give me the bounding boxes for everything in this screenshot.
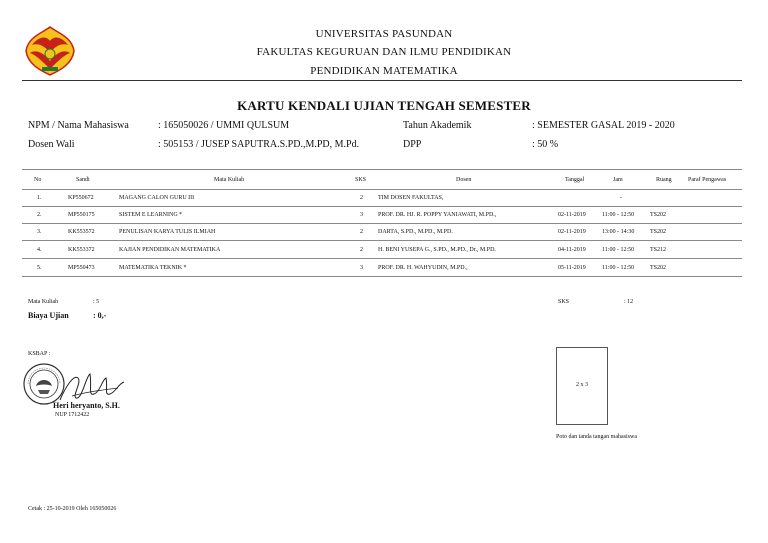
row2-mata-kuliah: SISTEM E LEARNING * <box>119 212 183 218</box>
document-title: KARTU KENDALI UJIAN TENGAH SEMESTER <box>237 98 531 113</box>
row1-sks: 2 <box>360 195 363 201</box>
header-divider <box>22 80 742 81</box>
row3-jam: 13:00 - 14:30 <box>602 229 635 235</box>
dpp-label: DPP <box>403 139 422 150</box>
wali-value: : 505153 / JUSEP SAPUTRA.S.PD.,M.PD, M.Pd. <box>158 139 360 150</box>
row4-mata-kuliah: KAJIAN PENDIDIKAN MATEMATIKA <box>119 247 221 253</box>
row5-dosen: PROF. DR. H. WAHYUDIN, M.PD., <box>378 265 468 271</box>
row1-dosen: TIM DOSEN FAKULTAS, <box>378 195 444 201</box>
col-header-no: No <box>34 177 42 183</box>
row4-rule <box>22 258 742 259</box>
university-name: UNIVERSITAS PASUNDAN <box>315 28 453 40</box>
row5-tanggal: 05-11-2019 <box>558 265 586 271</box>
col-header-ruang: Ruang <box>656 177 672 183</box>
photo-caption: Poto dan tanda tangan mahasiswa <box>556 434 637 440</box>
row5-jam: 11:00 - 12:50 <box>602 265 635 271</box>
row3-rule <box>22 240 742 241</box>
biaya-value: : 0,- <box>93 311 107 320</box>
col-header-jam: Jam <box>613 177 623 183</box>
row3-dosen: DARTA, S.PD., M.PD., M.PD. <box>378 229 453 235</box>
row1-no: 1. <box>37 195 42 201</box>
row5-sandi: MP550473 <box>68 265 95 271</box>
row1-mata-kuliah: MAGANG CALON GURU III <box>119 195 195 201</box>
row4-no: 4. <box>37 247 42 253</box>
col-header-tanggal: Tanggal <box>565 177 585 183</box>
row3-sks: 2 <box>360 229 363 235</box>
row4-tanggal: 04-11-2019 <box>558 247 586 253</box>
summary-mk-value: : 5 <box>93 299 100 305</box>
table-bottom-rule <box>22 276 742 277</box>
col-header-sandi: Sandi <box>76 177 90 183</box>
biaya-label: Biaya Ujian <box>28 311 69 320</box>
row4-sandi: KK553372 <box>68 247 95 253</box>
tahun-value: : SEMESTER GASAL 2019 - 2020 <box>532 120 675 131</box>
summary-sks-label: SKS <box>558 299 570 305</box>
summary-sks-value: : 12 <box>624 299 634 305</box>
row5-mata-kuliah: MATEMATIKA TEKNIK * <box>119 265 187 271</box>
row1-sandi: KP550672 <box>68 195 94 201</box>
row4-sks: 2 <box>360 247 363 253</box>
dpp-value: : 50 % <box>532 139 559 150</box>
row4-ruang: TS212 <box>650 247 667 253</box>
row3-mata-kuliah: PENULISAN KARYA TULIS ILMIAH <box>119 229 216 235</box>
col-header-paraf: Paraf Pengawas <box>688 177 727 183</box>
row2-sks: 3 <box>360 212 363 218</box>
table-top-rule <box>22 169 742 170</box>
row2-ruang: TS202 <box>650 212 667 218</box>
row2-rule <box>22 223 742 224</box>
row5-ruang: TS202 <box>650 265 667 271</box>
row4-dosen: H. BENI YUSEPA G., S.PD., M.PD., Dr., M.PD. <box>378 247 496 253</box>
col-header-mata-kuliah: Mata Kuliah <box>214 177 245 183</box>
row2-no: 2. <box>37 212 42 218</box>
wali-label: Dosen Wali <box>28 139 75 150</box>
row5-sks: 3 <box>360 265 363 271</box>
table-header-rule <box>22 189 742 190</box>
ksbap-label: KSBAP : <box>28 351 51 357</box>
col-header-dosen: Dosen <box>456 177 472 183</box>
row3-sandi: KK553572 <box>68 229 95 235</box>
tahun-label: Tahun Akademik <box>403 120 472 131</box>
row3-no: 3. <box>37 229 42 235</box>
department-name: PENDIDIKAN MATEMATIKA <box>310 65 458 77</box>
print-info: Cetak : 25-10-2019 Oleh 165050026 <box>28 506 117 512</box>
row2-jam: 11:00 - 12:50 <box>602 212 635 218</box>
signer-name: Heri heryanto, S.H. <box>53 401 120 410</box>
row3-ruang: TS202 <box>650 229 667 235</box>
row4-jam: 11:00 - 12:50 <box>602 247 635 253</box>
npm-value: : 165050026 / UMMI QULSUM <box>158 120 290 131</box>
photo-size-label: 2 x 3 <box>576 382 588 388</box>
signer-nip: NUP 1712422 <box>55 412 90 418</box>
row2-sandi: MP550175 <box>68 212 95 218</box>
photo-placeholder <box>556 347 608 425</box>
col-header-sks: SKS <box>355 177 367 183</box>
row2-tanggal: 02-11-2019 <box>558 212 586 218</box>
summary-mk-label: Mata Kuliah <box>28 299 59 305</box>
row5-no: 5. <box>37 265 42 271</box>
npm-label: NPM / Nama Mahasiswa <box>28 120 129 131</box>
row2-dosen: PROF. DR. HJ. R. POPPY YANIAWATI, M.PD., <box>378 212 497 218</box>
faculty-name: FAKULTAS KEGURUAN DAN ILMU PENDIDIKAN <box>256 46 512 58</box>
row1-jam: - <box>620 195 622 201</box>
row3-tanggal: 02-11-2019 <box>558 229 586 235</box>
row1-rule <box>22 206 742 207</box>
